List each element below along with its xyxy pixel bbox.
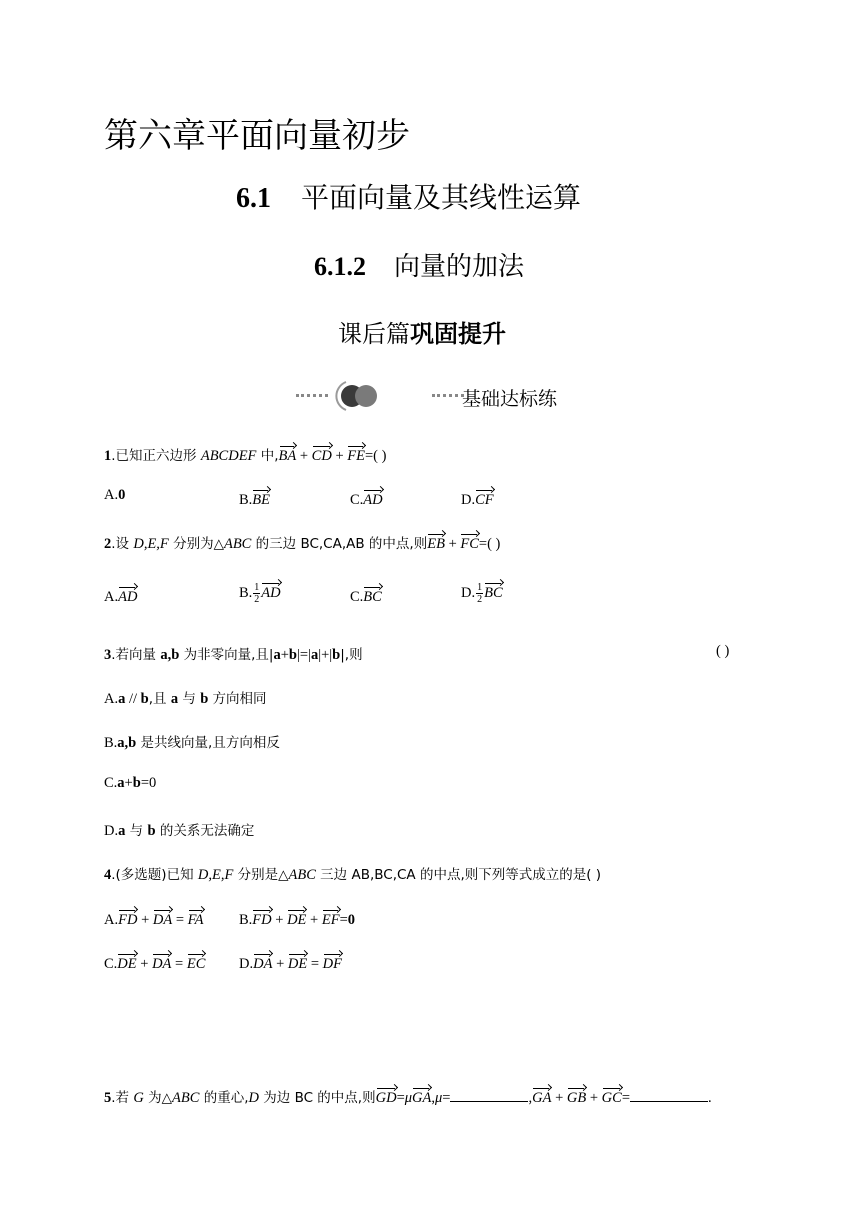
vector: GC <box>602 1085 622 1107</box>
point-names: D,E,F <box>133 536 169 552</box>
vector: DF <box>323 951 342 973</box>
question-3 <box>104 643 363 664</box>
q1-option-d <box>461 487 494 509</box>
vector: EB <box>427 531 445 553</box>
triangle-name: ABC <box>288 867 316 883</box>
section-title: 平面向量及其线性运算 <box>301 181 582 214</box>
vector: GA <box>412 1085 431 1107</box>
vector: AD <box>118 584 137 606</box>
section-number: 6.1 <box>236 183 271 214</box>
numerator: 1 <box>477 582 483 594</box>
question-text: 为边 BC 的中点,则 <box>258 1090 376 1106</box>
equals-sign: = <box>442 1090 451 1106</box>
option-letter: B. <box>239 492 253 508</box>
question-text: .若 <box>111 1090 134 1106</box>
question-text: 为△ <box>143 1090 173 1106</box>
triangle-name: ABC <box>172 1090 200 1106</box>
q1-option-b <box>239 487 270 509</box>
part-heading <box>338 314 506 349</box>
answer-blank-1[interactable] <box>450 1089 528 1102</box>
question-text: 的三边 BC,CA,AB 的中点,则 <box>251 536 428 552</box>
answer-paren: =( ) <box>364 448 387 464</box>
option-text: 与 <box>125 823 148 839</box>
denominator: 2 <box>477 594 483 606</box>
vector: AD <box>363 487 382 509</box>
banner-label: 基础达标练 <box>462 388 558 410</box>
vector: CD <box>312 443 332 465</box>
q4-option-b: B.FD + DE + EF=0 <box>239 907 355 929</box>
question-text: |,则 <box>340 647 363 663</box>
mu-symbol: μ <box>435 1090 443 1106</box>
answer-blank-2[interactable] <box>630 1089 708 1102</box>
abs-bars: |+| <box>318 647 333 663</box>
option-text: 的关系无法确定 <box>155 823 255 839</box>
vector-a: a <box>118 691 126 707</box>
option-text: 与 <box>178 691 201 707</box>
vector: GA <box>532 1085 551 1107</box>
parallel-sign: // <box>125 691 141 707</box>
option-letter: C. <box>104 775 118 791</box>
vector: FA <box>188 907 204 929</box>
zero-vector: 0 <box>347 912 356 928</box>
question-text: 为非零向量,且| <box>179 647 274 663</box>
option-letter: C. <box>350 589 364 605</box>
q1-option-a <box>104 487 125 504</box>
question-text: .若向量 <box>111 647 161 663</box>
comma: , <box>528 1090 533 1106</box>
plus-sign: + <box>124 775 133 791</box>
q4-option-c: C.DE + DA = EC <box>104 951 205 973</box>
q2-option-a <box>104 584 137 606</box>
vector: DE <box>287 907 306 929</box>
subsection-title: 向量的加法 <box>394 252 525 282</box>
option-letter: D. <box>461 585 476 601</box>
vector: EC <box>187 951 206 973</box>
triangle-name: ABC <box>223 536 252 552</box>
question-5: 5.若 G 为△ABC 的重心,D 为边 BC 的中点,则GD=μGA,μ= ,GA + GB + GC= . <box>104 1085 712 1107</box>
fraction <box>253 582 260 605</box>
numerator: 1 <box>254 582 260 594</box>
period: . <box>708 1090 712 1106</box>
q1-option-c <box>350 487 383 509</box>
comma: , <box>431 1090 435 1106</box>
banner-dots-left <box>296 394 328 397</box>
vector: DE <box>288 951 307 973</box>
option-letter: D. <box>104 823 119 839</box>
vector-b: b <box>132 775 141 791</box>
point-g: G <box>133 1090 144 1106</box>
banner-dots-right <box>432 394 464 397</box>
vector-b: b <box>147 823 156 839</box>
question-text: .设 <box>111 536 134 552</box>
q3-option-b <box>104 731 280 752</box>
question-text: .(多选题)已知 <box>111 867 198 883</box>
plus-sign: + <box>280 647 289 663</box>
subsection-number: 6.1.2 <box>314 252 366 281</box>
vector-a: a <box>170 691 179 707</box>
question-number: 4 <box>104 867 112 883</box>
question-text: 的重心, <box>199 1090 249 1106</box>
equals-sign: = <box>621 1090 630 1106</box>
q2-option-d <box>461 580 503 605</box>
option-text: ,且 <box>148 691 171 707</box>
vector: DA <box>253 951 272 973</box>
q3-answer-paren: ( ) <box>716 643 730 659</box>
vector: FD <box>118 907 137 929</box>
option-letter: A. <box>104 487 119 503</box>
vector: DE <box>117 951 136 973</box>
option-letter: A. <box>104 589 119 605</box>
part-heading-light: 课后篇 <box>338 320 410 348</box>
option-letter: B. <box>239 912 253 928</box>
vector-a: a <box>117 775 125 791</box>
vector-a: a <box>118 823 126 839</box>
double-circle-icon <box>332 378 382 414</box>
option-letter: D. <box>461 492 476 508</box>
question-text: 分别为△ <box>168 536 224 552</box>
question-text: 分别是△ <box>233 867 289 883</box>
q4-option-d: D.DA + DE = DF <box>239 951 342 973</box>
vector-a: a <box>273 647 281 663</box>
vector: FC <box>460 531 479 553</box>
vector: FE <box>347 443 365 465</box>
part-heading-bold: 巩固提升 <box>410 320 506 348</box>
vector: FD <box>252 907 271 929</box>
q2-option-b <box>239 580 281 605</box>
point-d: D <box>248 1090 259 1106</box>
abs-bars: |=| <box>296 647 311 663</box>
option-letter: D. <box>239 956 254 972</box>
vector-b: b <box>140 691 149 707</box>
vector: AD <box>261 580 280 602</box>
shape-name: ABCDEF <box>200 448 257 464</box>
q4-option-a: A.FD + DA = FA <box>104 907 204 929</box>
vector-b: b <box>200 691 209 707</box>
vector: BE <box>252 487 270 509</box>
vector: BA <box>279 443 297 465</box>
equation-rhs: =0 <box>140 775 157 791</box>
vector: BC <box>484 580 503 602</box>
q2-option-c <box>350 584 382 606</box>
subsection-heading <box>314 246 524 283</box>
vector-names: a,b <box>160 647 180 663</box>
answer-paren: =( ) <box>478 536 501 552</box>
option-letter: A. <box>104 912 119 928</box>
denominator: 2 <box>254 594 260 606</box>
mu-symbol: μ <box>404 1090 413 1106</box>
question-2: 2.设 D,E,F 分别为△ABC 的三边 BC,CA,AB 的中点,则EB + FC=( ) <box>104 531 500 553</box>
question-text: .已知正六边形 <box>111 448 201 464</box>
option-letter: A. <box>104 691 119 707</box>
vector: GB <box>567 1085 586 1107</box>
zero-vector: 0 <box>118 487 126 503</box>
question-number: 3 <box>104 647 112 663</box>
question-text: 三边 AB,BC,CA 的中点,则下列等式成立的是( ) <box>315 867 602 883</box>
question-number: 1 <box>104 448 112 464</box>
vector: CF <box>475 487 494 509</box>
vector: DA <box>152 951 171 973</box>
question-1: 1.已知正六边形 ABCDEF 中,BA + CD + FE=( ) <box>104 443 386 465</box>
vector-b: b <box>332 647 341 663</box>
question-number: 5 <box>104 1090 112 1106</box>
point-names: D,E,F <box>197 867 234 883</box>
question-4 <box>104 863 601 884</box>
question-number: 2 <box>104 536 112 552</box>
option-text: 方向相同 <box>208 691 267 707</box>
option-letter: C. <box>104 956 118 972</box>
option-letter: B. <box>239 585 253 601</box>
vector: BC <box>363 584 382 606</box>
option-text: 是共线向量,且方向相反 <box>136 735 280 751</box>
q3-option-c <box>104 775 156 792</box>
equals-sign: = <box>396 1090 405 1106</box>
vector: EF <box>322 907 340 929</box>
question-text: 中, <box>256 448 279 464</box>
chapter-title: 第六章平面向量初步 <box>104 116 410 156</box>
option-letter: B. <box>104 735 118 751</box>
option-letter: C. <box>350 492 364 508</box>
vector-names: a,b <box>117 735 137 751</box>
vector-a: a <box>310 647 319 663</box>
vector: GD <box>376 1085 397 1107</box>
section-heading <box>236 176 581 216</box>
fraction <box>476 582 483 605</box>
vector: DA <box>153 907 172 929</box>
q3-option-d <box>104 819 254 840</box>
vector-b: b <box>288 647 297 663</box>
q3-option-a <box>104 687 267 708</box>
